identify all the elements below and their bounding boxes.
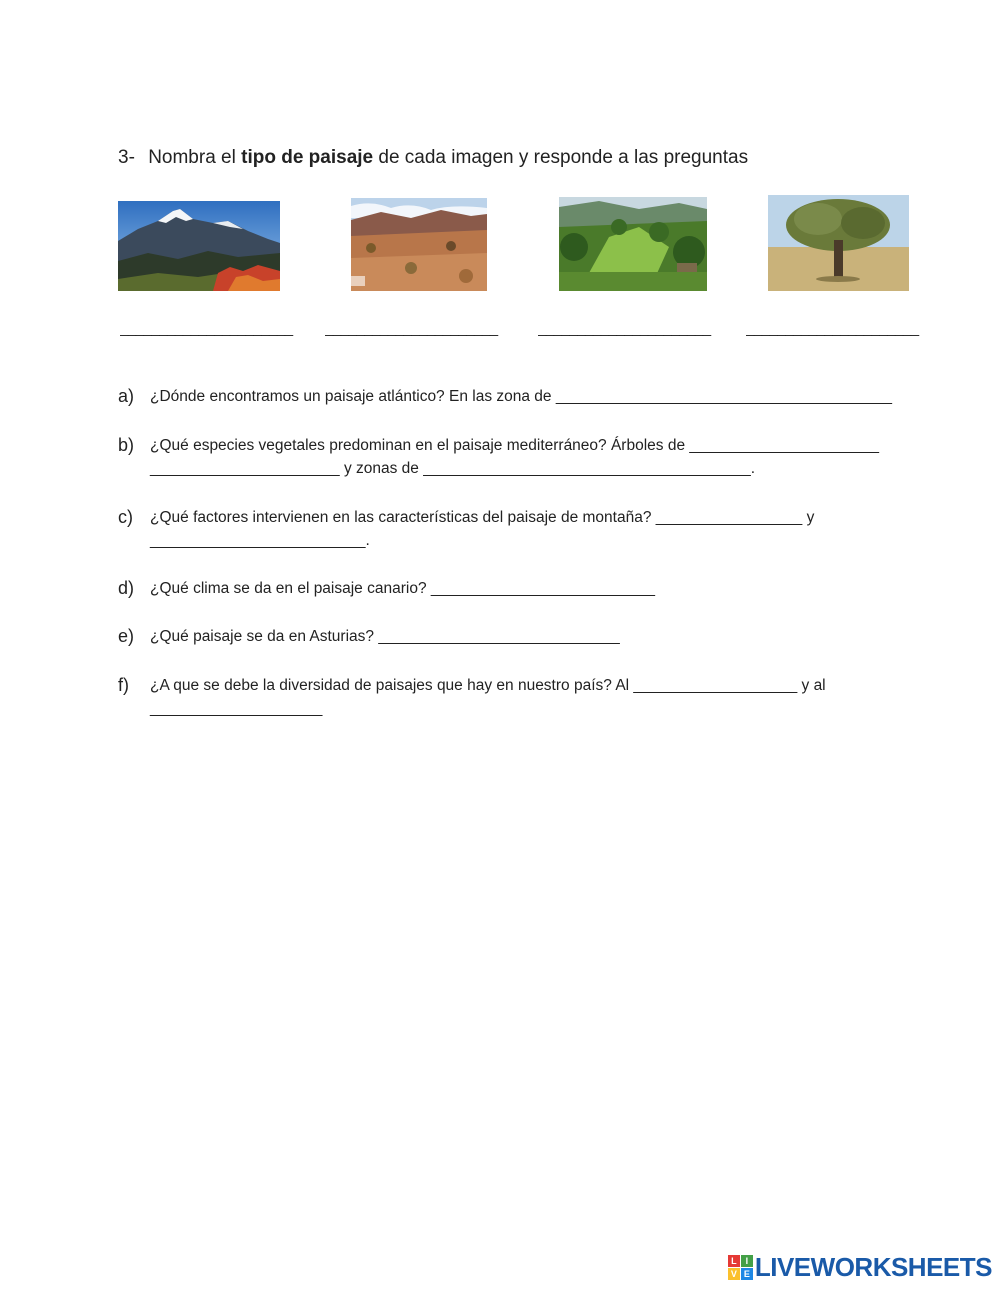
title-suffix: de cada imagen y responde a las preguntas (378, 147, 749, 168)
question-c-text-line2: _________________________. (150, 532, 370, 549)
title-prefix: Nombra el (148, 147, 236, 168)
mediterranean-scrub-image (351, 198, 487, 291)
olive-tree-image (768, 195, 909, 291)
answer-line-1[interactable]: ______________________ (120, 320, 293, 337)
question-e-letter: e) (118, 626, 135, 646)
question-b-text: ¿Qué especies vegetales predominan en el paisaje mediterráneo? Árboles de ______________________ (150, 437, 880, 454)
liveworksheets-logo (728, 1252, 992, 1283)
exercise-title (118, 147, 748, 169)
logo-icon-l: L (728, 1255, 740, 1267)
title-bold: tipo de paisaje (241, 147, 374, 168)
question-c-text: ¿Qué factores intervienen en las características del paisaje de montaña? _________________ y (150, 509, 815, 526)
question-a-letter: a) (118, 386, 135, 406)
logo-icon-e: E (741, 1268, 753, 1280)
atlantic-green-landscape-image (559, 197, 707, 291)
answer-line-4[interactable]: ______________________ (746, 320, 919, 337)
question-a-text: ¿Dónde encontramos un paisaje atlántico? En las zona de _______________________________________ (150, 388, 893, 405)
question-f-text-line2: ____________________ (150, 700, 323, 717)
question-b-text-line2: ______________________ y zonas de ______________________________________. (150, 460, 756, 477)
answer-line-2[interactable]: ______________________ (325, 320, 498, 337)
answer-line-3[interactable]: ______________________ (538, 320, 711, 337)
mountain-landscape-image (118, 201, 280, 291)
question-b-letter: b) (118, 435, 135, 455)
question-d-letter: d) (118, 578, 135, 598)
question-c-letter: c) (118, 507, 133, 527)
question-f-text: ¿A que se debe la diversidad de paisajes que hay en nuestro país? Al ___________________ y al (150, 677, 826, 694)
logo-text: LIVEWORKSHEETS (754, 1252, 992, 1282)
question-d-text: ¿Qué clima se da en el paisaje canario? __________________________ (150, 580, 656, 597)
logo-icon-v: V (728, 1268, 740, 1280)
logo-icon-i: I (741, 1255, 753, 1267)
question-f-letter: f) (118, 675, 129, 695)
question-e-text: ¿Qué paisaje se da en Asturias? ____________________________ (150, 628, 620, 645)
exercise-number: 3- (118, 147, 135, 168)
logo-icon (728, 1255, 753, 1280)
